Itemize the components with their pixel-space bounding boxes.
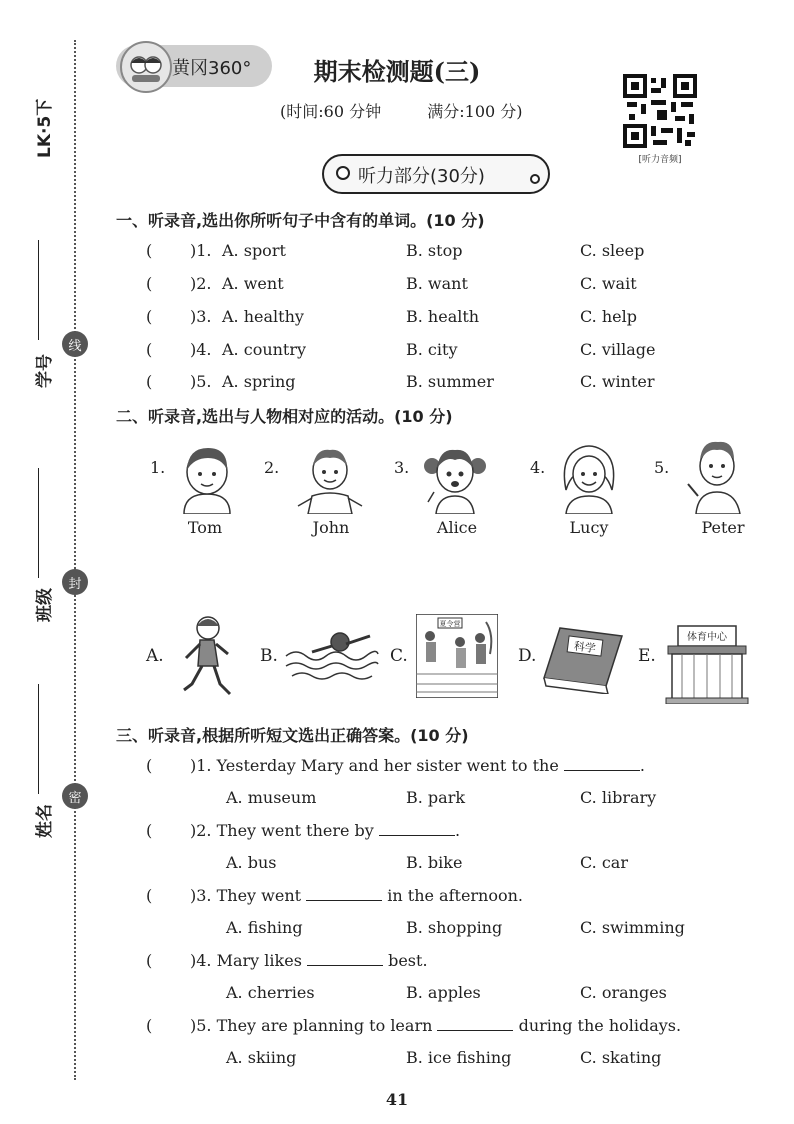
class-label: 班级 xyxy=(35,588,55,622)
answer-paren[interactable]: ( xyxy=(146,307,153,326)
question-number: )2. xyxy=(190,274,212,293)
question-text: )5. They are planning to learn xyxy=(190,1016,433,1035)
option-b: B. shopping xyxy=(406,918,503,937)
option-b: B. park xyxy=(406,788,466,807)
part1-row xyxy=(0,241,794,265)
boy-john-icon xyxy=(294,442,366,514)
question-row xyxy=(146,821,706,840)
option-a: A. fishing xyxy=(226,918,303,937)
person-number: 1. xyxy=(150,458,166,477)
running-boy-icon xyxy=(178,614,234,700)
question-row xyxy=(146,1016,706,1035)
science-book-icon xyxy=(542,624,624,694)
brand-name: 黄冈360° xyxy=(172,58,252,79)
question-text-end: . xyxy=(639,756,645,775)
option-label: C. xyxy=(390,646,408,666)
sign-text: 体育中心 xyxy=(687,632,727,643)
girl-alice-icon xyxy=(420,442,490,514)
person-name: John xyxy=(312,518,350,537)
answer-blank[interactable] xyxy=(307,951,383,966)
option-b: B. bike xyxy=(406,853,463,872)
answer-blank[interactable] xyxy=(306,886,382,901)
option-c: C. car xyxy=(580,853,628,872)
question-number: )3. xyxy=(190,307,212,326)
option-c: C. skating xyxy=(580,1048,662,1067)
boy-peter-icon xyxy=(684,436,750,514)
part1-row xyxy=(0,307,794,331)
answer-paren[interactable]: ( xyxy=(146,241,153,260)
name-label: 姓名 xyxy=(35,804,55,838)
option-row xyxy=(0,788,794,812)
option-b: B. ice fishing xyxy=(406,1048,512,1067)
option-b: B. want xyxy=(406,274,468,293)
option-c: C. help xyxy=(580,307,637,326)
person-name: Lucy xyxy=(569,518,609,537)
option-b: B. health xyxy=(406,307,480,326)
option-label: D. xyxy=(518,646,537,666)
question-text-end: in the afternoon. xyxy=(387,886,524,905)
option-b: B. apples xyxy=(406,983,481,1002)
option-label: B. xyxy=(260,646,278,666)
question-row xyxy=(146,886,706,905)
binding-mark-secret: 密 xyxy=(62,783,88,809)
question-text-end: best. xyxy=(388,951,428,970)
option-c: C. sleep xyxy=(580,241,645,260)
grade-label: LK·5下 xyxy=(35,98,55,158)
question-text: )4. Mary likes xyxy=(190,951,302,970)
exam-info xyxy=(280,99,523,122)
qr-code-icon[interactable] xyxy=(623,74,697,148)
option-c: C. village xyxy=(580,340,656,359)
option-c: C. oranges xyxy=(580,983,667,1002)
swimming-icon xyxy=(282,626,382,688)
name-line xyxy=(38,684,39,794)
banner-dot-icon xyxy=(336,166,350,180)
part1-row xyxy=(0,274,794,298)
question-text-end: . xyxy=(454,821,461,840)
person-number: 2. xyxy=(264,458,280,477)
option-row xyxy=(0,983,794,1007)
student-no-label: 学号 xyxy=(35,354,55,388)
person-name: Peter xyxy=(701,518,745,537)
boy-tom-icon xyxy=(178,442,236,514)
score-info: 满分:100 分) xyxy=(427,102,523,121)
option-row xyxy=(0,853,794,877)
question-text-end: during the holidays. xyxy=(518,1016,682,1035)
answer-paren[interactable]: ( xyxy=(146,340,153,359)
option-b: B. city xyxy=(406,340,458,359)
binding-mark-seal: 封 xyxy=(62,569,88,595)
person-number: 3. xyxy=(394,458,410,477)
answer-paren[interactable]: ( xyxy=(146,372,153,391)
answer-paren[interactable]: ( xyxy=(146,1016,153,1035)
person-number: 4. xyxy=(530,458,546,477)
option-c: C. winter xyxy=(580,372,655,391)
part2-heading: 二、听录音,选出与人物相对应的活动。(10 分) xyxy=(116,407,453,426)
option-b: B. stop xyxy=(406,241,463,260)
option-a: A. cherries xyxy=(226,983,315,1002)
listening-banner-text: 听力部分(30分) xyxy=(358,166,485,187)
girl-lucy-icon xyxy=(556,440,622,514)
option-label: A. xyxy=(146,646,164,666)
book-title-text: 科学 xyxy=(573,639,597,656)
person-number: 5. xyxy=(654,458,670,477)
option-label: E. xyxy=(638,646,656,666)
option-c: C. library xyxy=(580,788,657,807)
time-info: (时间:60 分钟 xyxy=(280,102,382,121)
answer-blank[interactable] xyxy=(379,821,455,836)
option-a: A. healthy xyxy=(222,307,304,326)
question-row xyxy=(146,951,706,970)
banner-dot-icon xyxy=(530,174,540,184)
option-c: C. swimming xyxy=(580,918,685,937)
answer-paren[interactable]: ( xyxy=(146,274,153,293)
person-name: Tom xyxy=(187,518,223,537)
camp-sign-text: 夏令营 xyxy=(439,620,461,628)
answer-blank[interactable] xyxy=(564,756,640,771)
person-name: Alice xyxy=(436,518,478,537)
part1-row xyxy=(0,372,794,396)
question-text: )1. Yesterday Mary and her sister went to the xyxy=(190,756,559,775)
option-a: A. bus xyxy=(226,853,277,872)
qr-caption: [听力音频] xyxy=(638,155,682,165)
option-a: A. skiing xyxy=(226,1048,297,1067)
question-text: )3. They went xyxy=(190,886,302,905)
page-number: 41 xyxy=(385,1090,409,1109)
binding-mark-line: 线 xyxy=(62,331,88,357)
part1-heading: 一、听录音,选出你所听句子中含有的单词。(10 分) xyxy=(116,211,485,230)
question-number: )1. xyxy=(190,241,212,260)
question-number: )5. xyxy=(190,372,212,391)
option-b: B. summer xyxy=(406,372,494,391)
answer-blank[interactable] xyxy=(437,1016,513,1031)
option-c: C. wait xyxy=(580,274,637,293)
camp-photo-icon xyxy=(416,614,498,698)
question-text: )2. They went there by xyxy=(190,821,374,840)
listening-banner xyxy=(322,154,550,194)
part3-heading: 三、听录音,根据所听短文选出正确答案。(10 分) xyxy=(116,726,469,745)
option-a: A. sport xyxy=(222,241,286,260)
option-a: A. museum xyxy=(226,788,317,807)
question-row xyxy=(146,756,706,775)
option-a: A. country xyxy=(222,340,307,359)
part1-row xyxy=(0,340,794,364)
sports-center-icon xyxy=(664,622,750,704)
answer-paren[interactable]: ( xyxy=(146,951,153,970)
page-title: 期末检测题(三) xyxy=(313,57,481,86)
option-row xyxy=(0,918,794,942)
option-a: A. spring xyxy=(222,372,296,391)
answer-paren[interactable]: ( xyxy=(146,756,153,775)
answer-paren[interactable]: ( xyxy=(146,886,153,905)
class-line xyxy=(38,468,39,578)
option-row xyxy=(0,1048,794,1072)
answer-paren[interactable]: ( xyxy=(146,821,153,840)
question-number: )4. xyxy=(190,340,212,359)
option-a: A. went xyxy=(222,274,284,293)
